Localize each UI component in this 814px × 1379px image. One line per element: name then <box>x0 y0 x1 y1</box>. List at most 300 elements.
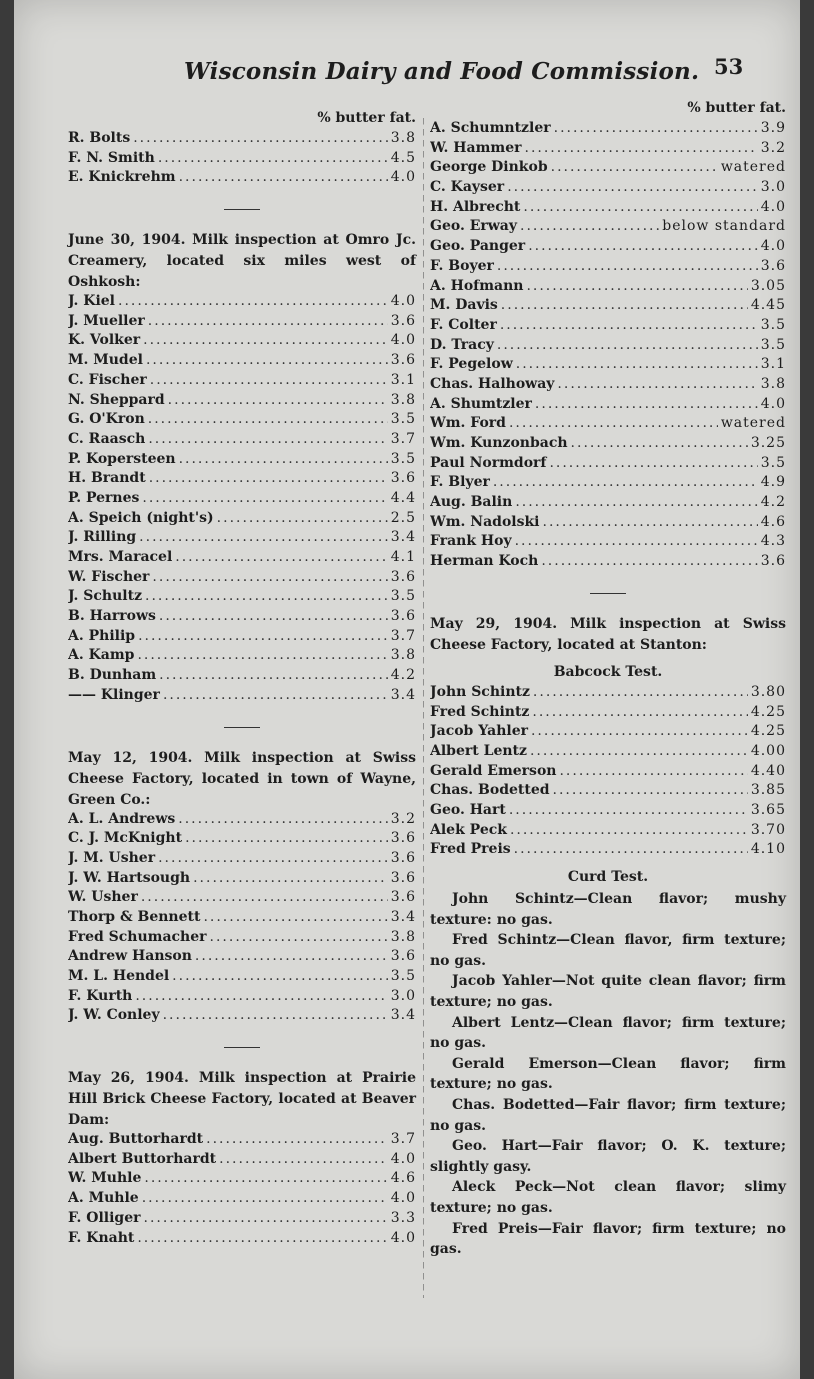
entry-value: watered <box>720 415 786 432</box>
entry-value: 4.25 <box>750 703 786 720</box>
list-item <box>68 667 416 687</box>
list-item <box>68 1007 416 1027</box>
entry-name: Aug. Buttorhardt <box>68 1131 204 1148</box>
entry-value: 4.0 <box>760 198 786 215</box>
list-item <box>430 684 786 704</box>
leader-dots <box>515 494 757 510</box>
entry-name: A. Hofmann <box>430 277 524 294</box>
list-prairie-hill <box>68 1131 416 1249</box>
entry-name: Jacob Yahler <box>430 723 528 740</box>
entry-name: F. N. Smith <box>68 149 155 166</box>
entry-name: Albert Lentz <box>430 742 527 759</box>
list-wayne <box>68 811 416 1028</box>
entry-value: 3.8 <box>390 391 416 408</box>
entry-name: W. Usher <box>68 889 138 906</box>
leader-dots <box>531 723 748 739</box>
entry-name: N. Sheppard <box>68 391 165 408</box>
leader-dots <box>509 802 748 818</box>
entry-value: 4.4 <box>390 489 416 506</box>
list-item <box>68 588 416 608</box>
list-item <box>430 297 786 317</box>
entry-value: 3.5 <box>390 588 416 605</box>
list-item <box>68 1170 416 1190</box>
list-item <box>68 411 416 431</box>
leader-dots <box>554 120 758 136</box>
list-item <box>68 988 416 1008</box>
curd-test-list <box>430 889 786 1260</box>
list-item <box>68 1230 416 1250</box>
entry-value: 3.3 <box>390 1209 416 1226</box>
leader-dots <box>203 909 387 925</box>
entry-name: F. Pegelow <box>430 356 513 373</box>
list-item <box>430 396 786 416</box>
entry-name: G. O'Kron <box>68 411 145 428</box>
list-item <box>68 529 416 549</box>
entry-value: 3.5 <box>390 411 416 428</box>
list-item <box>430 782 786 802</box>
entry-value: 3.5 <box>760 316 786 333</box>
entry-name: Andrew Hanson <box>68 948 192 965</box>
leader-dots <box>144 1170 387 1186</box>
list-item <box>430 258 786 278</box>
entry-value: 4.2 <box>760 494 786 511</box>
list-item <box>68 1210 416 1230</box>
entry-name: Geo. Panger <box>430 238 526 255</box>
entry-value: 3.7 <box>390 430 416 447</box>
leader-dots <box>145 588 388 604</box>
list-babcock <box>430 684 786 861</box>
list-item <box>68 830 416 850</box>
leader-dots <box>497 258 758 274</box>
leader-dots <box>143 332 388 348</box>
list-item <box>68 608 416 628</box>
entry-name: Thorp & Bennett <box>68 908 201 925</box>
leader-dots <box>178 811 387 827</box>
leader-dots <box>507 179 758 195</box>
leader-dots <box>535 396 758 412</box>
list-item <box>430 494 786 514</box>
list-item <box>68 372 416 392</box>
entry-value: 3.05 <box>750 277 786 294</box>
leader-dots <box>149 470 388 486</box>
entry-value: 3.6 <box>390 568 416 585</box>
section-rule <box>590 593 626 594</box>
entry-value: 3.8 <box>390 647 416 664</box>
entry-name: —— Klinger <box>68 686 160 703</box>
leader-dots <box>179 169 388 185</box>
curd-test-entry: Aleck Peck—Not clean flavor; slimy texture; no gas. <box>430 1179 786 1216</box>
entry-value: 4.45 <box>750 297 786 314</box>
leader-dots <box>501 297 748 313</box>
leader-dots <box>500 317 758 333</box>
entry-name: W. Hammer <box>430 139 522 156</box>
list-item <box>68 1190 416 1210</box>
entry-value: 4.6 <box>390 1170 416 1187</box>
leader-dots <box>163 687 388 703</box>
list-item <box>68 811 416 831</box>
curd-test-entry: Gerald Emerson—Clean flavor; firm texture; no gas. <box>430 1055 786 1093</box>
entry-name: H. Albrecht <box>430 198 521 215</box>
leader-dots <box>497 337 758 353</box>
entry-name: F. Knaht <box>68 1229 135 1246</box>
list-item <box>68 569 416 589</box>
list-item <box>68 889 416 909</box>
curd-heading: Curd Test. <box>567 869 649 885</box>
section-intro-wayne: May 12, 1904. Milk inspection at Swiss Cheese Factory, located in town of Wayne, Green Co.: <box>68 749 416 808</box>
entry-value: 3.6 <box>390 889 416 906</box>
list-item <box>68 647 416 667</box>
leader-dots <box>138 628 388 644</box>
entry-value: 3.5 <box>760 336 786 353</box>
list-item <box>68 870 416 890</box>
leader-dots <box>206 1131 388 1147</box>
entry-name: Geo. Hart <box>430 801 506 818</box>
list-item <box>68 130 416 150</box>
entry-name: A. Muhle <box>68 1190 139 1207</box>
entry-name: C. J. McKnight <box>68 830 183 847</box>
leader-dots <box>179 451 388 467</box>
entry-name: R. Bolts <box>68 130 131 146</box>
leader-dots <box>551 159 718 175</box>
entry-name: J. Schultz <box>68 588 143 605</box>
leader-dots <box>210 929 388 945</box>
entry-name: Wm. Nadolski <box>430 513 540 530</box>
leader-dots <box>571 435 748 451</box>
entry-value: 3.6 <box>760 257 786 274</box>
list-item <box>68 1131 416 1151</box>
entry-name: F. Blyer <box>430 474 490 491</box>
list-item <box>68 352 416 372</box>
leader-dots <box>135 988 387 1004</box>
running-header: Wisconsin Dairy and Food Commission. <box>184 58 700 85</box>
entry-value: 4.0 <box>390 1190 416 1207</box>
entry-value: 3.8 <box>390 928 416 945</box>
entry-name: Albert Buttorhardt <box>68 1150 217 1167</box>
leader-dots <box>533 684 748 700</box>
leader-dots <box>148 431 387 447</box>
section-intro-stanton: May 29, 1904. Milk inspection at Swiss Cheese Factory, located at Stanton: <box>430 615 786 653</box>
list-omro <box>68 293 416 706</box>
butter-fat-header-left: % butter fat. <box>317 110 416 126</box>
entry-value: 4.1 <box>390 549 416 565</box>
list-item <box>430 723 786 743</box>
entry-name: P. Pernes <box>68 489 140 506</box>
entry-value: 4.0 <box>760 395 786 412</box>
page-number: 53 <box>714 54 744 79</box>
leader-dots <box>528 238 758 254</box>
document-page <box>14 0 800 1379</box>
entry-name: Chas. Halhoway <box>430 375 555 392</box>
entry-value: 4.0 <box>390 169 416 186</box>
entry-value: 4.6 <box>760 513 786 530</box>
entry-name: A. Schumntzler <box>430 120 551 136</box>
leader-dots <box>553 782 748 798</box>
column-divider <box>423 118 424 1298</box>
list-item <box>430 802 786 822</box>
entry-value: 3.6 <box>390 869 416 886</box>
entry-name: D. Tracy <box>430 336 494 353</box>
leader-dots <box>152 569 387 585</box>
curd-test-entry: Fred Preis—Fair flavor; firm texture; no gas. <box>430 1220 786 1258</box>
list-item <box>68 687 416 707</box>
leader-dots <box>141 889 388 905</box>
entry-name: M. Mudel <box>68 352 143 369</box>
leader-dots <box>516 356 758 372</box>
entry-value: 3.6 <box>390 849 416 866</box>
entry-name: M. L. Hendel <box>68 968 170 984</box>
list-item <box>68 909 416 929</box>
entry-name: Wm. Kunzonbach <box>430 435 568 451</box>
entry-value: 3.6 <box>390 470 416 487</box>
entry-name: J. M. Usher <box>68 849 156 866</box>
list-item <box>68 628 416 648</box>
entry-name: E. Knickrehm <box>68 169 176 186</box>
list-item <box>430 238 786 258</box>
entry-name: Frank Hoy <box>430 533 512 550</box>
leader-dots <box>509 415 718 431</box>
leader-dots <box>219 1151 388 1167</box>
entry-value: 4.40 <box>750 762 786 779</box>
leader-dots <box>148 313 388 329</box>
leader-dots <box>159 608 388 624</box>
entry-name: B. Harrows <box>68 608 156 625</box>
entry-value: 3.7 <box>390 627 416 644</box>
section-rule <box>224 727 260 728</box>
entry-name: George Dinkob <box>430 159 548 176</box>
left-column <box>68 110 416 1249</box>
entry-name: Fred Schumacher <box>68 928 207 945</box>
leader-dots <box>133 130 388 146</box>
entry-value: 3.2 <box>390 810 416 827</box>
entry-value: 4.0 <box>760 238 786 255</box>
list-item <box>68 968 416 988</box>
leader-dots <box>118 293 388 309</box>
leader-dots <box>217 510 388 526</box>
leader-dots <box>549 455 757 471</box>
entry-value: 4.3 <box>760 533 786 550</box>
entry-value: 4.0 <box>390 332 416 349</box>
entry-value: 4.10 <box>750 841 786 858</box>
list-item <box>430 455 786 475</box>
entry-value: 3.6 <box>390 312 416 329</box>
entry-name: Mrs. Maracel <box>68 549 173 565</box>
leader-dots <box>172 968 388 984</box>
curd-test-entry: Fred Schintz—Clean flavor, firm texture; no gas. <box>430 932 786 969</box>
entry-value: 3.5 <box>390 968 416 984</box>
leader-dots <box>168 392 388 408</box>
leader-dots <box>520 218 659 234</box>
list-item <box>68 313 416 333</box>
entry-name: W. Fischer <box>68 568 150 585</box>
entry-value: below standard <box>662 218 786 235</box>
entry-value: 4.25 <box>750 723 786 740</box>
list-item <box>430 474 786 494</box>
leader-dots <box>493 474 758 490</box>
entry-name: F. Kurth <box>68 987 133 1004</box>
entry-name: F. Colter <box>430 316 497 333</box>
entry-name: J. W. Conley <box>68 1007 160 1024</box>
leader-dots <box>142 1190 388 1206</box>
list-item <box>68 948 416 968</box>
entry-value: 3.80 <box>750 683 786 700</box>
list-1 <box>68 130 416 189</box>
entry-name: M. Davis <box>430 297 498 314</box>
entry-value: 3.0 <box>390 987 416 1004</box>
list-item <box>68 169 416 189</box>
entry-name: P. Kopersteen <box>68 450 176 467</box>
entry-name: C. Fischer <box>68 371 147 388</box>
curd-test-entry: Jacob Yahler—Not quite clean flavor; firm texture; no gas. <box>430 973 786 1010</box>
leader-dots <box>543 514 758 530</box>
entry-name: K. Volker <box>68 332 141 349</box>
leader-dots <box>193 870 388 886</box>
entry-name: Paul Normdorf <box>430 454 547 471</box>
entry-name: A. L. Andrews <box>68 810 176 827</box>
list-item <box>430 533 786 553</box>
entry-value: 3.6 <box>760 553 786 570</box>
entry-value: 3.7 <box>390 1131 416 1148</box>
entry-value: 3.4 <box>390 1007 416 1024</box>
list-item <box>430 199 786 219</box>
entry-name: C. Raasch <box>68 430 146 447</box>
entry-value: 3.8 <box>390 130 416 146</box>
list-item <box>430 435 786 455</box>
list-item <box>430 278 786 298</box>
curd-test-entry: Chas. Bodetted—Fair flavor; firm texture; no gas. <box>430 1096 786 1134</box>
list-item <box>68 392 416 412</box>
section-intro-prairie-hill: May 26, 1904. Milk inspection at Prairie Hill Brick Cheese Factory, located at Beaver Dam: <box>68 1070 416 1129</box>
list-item <box>430 841 786 861</box>
list-item <box>68 451 416 471</box>
leader-dots <box>523 199 757 215</box>
entry-name: H. Brandt <box>68 470 146 487</box>
entry-value: 3.85 <box>750 782 786 799</box>
entry-name: Fred Schintz <box>430 703 530 720</box>
section-intro-omro: June 30, 1904. Milk inspection at Omro Jc. Creamery, located six miles west of Oshkosh: <box>68 232 416 291</box>
entry-value: 3.1 <box>390 371 416 388</box>
section-rule <box>224 1047 260 1048</box>
entry-value: 3.5 <box>760 454 786 471</box>
curd-test-entry: Albert Lentz—Clean flavor; firm texture; no gas. <box>430 1014 786 1052</box>
list-item <box>430 120 786 140</box>
entry-name: A. Kamp <box>68 647 135 664</box>
entry-name: A. Speich (night's) <box>68 509 214 526</box>
entry-name: F. Olliger <box>68 1209 141 1226</box>
list-item <box>430 356 786 376</box>
entry-value: 4.5 <box>390 149 416 166</box>
leader-dots <box>137 1230 387 1246</box>
leader-dots <box>175 549 387 565</box>
entry-name: J. W. Hartsough <box>68 869 191 886</box>
list-item <box>68 510 416 530</box>
leader-dots <box>510 822 748 838</box>
leader-dots <box>557 376 757 392</box>
list-item <box>68 490 416 510</box>
entry-value: 4.0 <box>390 1229 416 1246</box>
entry-name: Wm. Ford <box>430 415 506 432</box>
leader-dots <box>515 533 758 549</box>
leader-dots <box>148 411 388 427</box>
list-item <box>430 553 786 573</box>
leader-dots <box>541 553 757 569</box>
leader-dots <box>195 948 388 964</box>
list-item <box>430 415 786 435</box>
entry-value: 3.9 <box>760 120 786 136</box>
entry-value: watered <box>720 159 786 176</box>
entry-value: 4.00 <box>750 742 786 759</box>
entry-name: Chas. Bodetted <box>430 782 550 799</box>
leader-dots <box>139 529 388 545</box>
list-item <box>430 218 786 238</box>
entry-value: 3.6 <box>390 608 416 625</box>
entry-value: 3.8 <box>760 375 786 392</box>
entry-name: Alek Peck <box>430 821 507 838</box>
entry-value: 4.2 <box>390 667 416 684</box>
list-item <box>430 317 786 337</box>
entry-value: 3.1 <box>760 356 786 373</box>
entry-value: 3.25 <box>750 435 786 451</box>
list-item <box>430 514 786 534</box>
entry-name: Herman Koch <box>430 553 539 570</box>
leader-dots <box>150 372 388 388</box>
list-item <box>430 337 786 357</box>
entry-value: 3.4 <box>390 908 416 925</box>
list-item <box>430 179 786 199</box>
entry-name: F. Boyer <box>430 257 494 274</box>
entry-value: 3.6 <box>390 352 416 369</box>
list-item <box>68 293 416 313</box>
entry-name: A. Philip <box>68 627 136 644</box>
entry-value: 3.6 <box>390 948 416 965</box>
entry-name: Gerald Emerson <box>430 762 557 779</box>
entry-value: 4.0 <box>390 1150 416 1167</box>
entry-value: 3.4 <box>390 686 416 703</box>
leader-dots <box>158 150 388 166</box>
list-item <box>430 763 786 783</box>
entry-name: Aug. Balin <box>430 494 513 511</box>
entry-value: 4.0 <box>390 293 416 310</box>
leader-dots <box>526 278 747 294</box>
list-item <box>430 704 786 724</box>
entry-value: 2.5 <box>390 509 416 526</box>
entry-value: 3.70 <box>750 821 786 838</box>
leader-dots <box>514 841 748 857</box>
leader-dots <box>146 352 388 368</box>
entry-name: W. Muhle <box>68 1170 142 1187</box>
leader-dots <box>142 490 387 506</box>
leader-dots <box>532 704 747 720</box>
entry-name: J. Kiel <box>68 293 115 310</box>
list-item <box>68 332 416 352</box>
leader-dots <box>137 647 387 663</box>
section-rule <box>224 209 260 210</box>
entry-value: 3.5 <box>390 450 416 467</box>
leader-dots <box>185 830 388 846</box>
list-item <box>68 850 416 870</box>
right-column <box>430 100 786 1260</box>
list-item <box>430 140 786 160</box>
list-item <box>68 431 416 451</box>
entry-name: Geo. Erway <box>430 218 518 235</box>
entry-name: Fred Preis <box>430 841 511 858</box>
leader-dots <box>163 1007 388 1023</box>
leader-dots <box>530 743 748 759</box>
entry-value: 3.4 <box>390 529 416 546</box>
entry-value: 3.2 <box>760 139 786 156</box>
entry-value: 3.6 <box>390 830 416 847</box>
list-item <box>430 743 786 763</box>
list-right-1 <box>430 120 786 573</box>
